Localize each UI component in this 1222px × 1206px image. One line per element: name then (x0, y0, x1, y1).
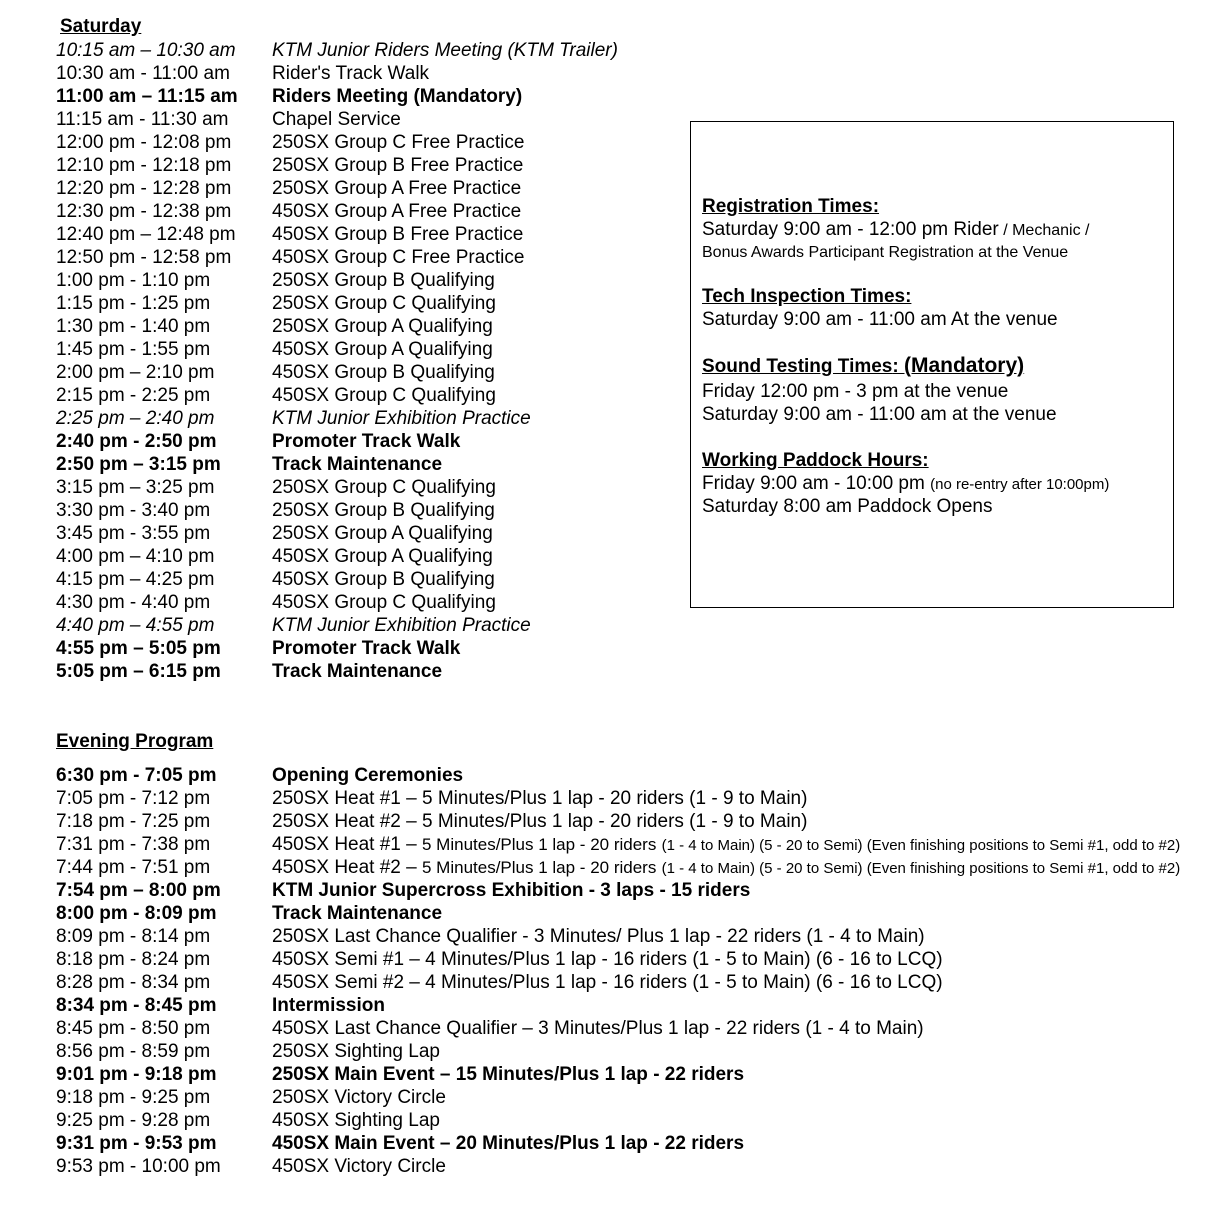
schedule-time: 3:15 pm – 3:25 pm (56, 477, 215, 498)
schedule-time: 7:18 pm - 7:25 pm (56, 811, 211, 832)
registration-line-1 (702, 219, 1089, 242)
schedule-event-text: 250SX Sighting Lap (272, 1041, 440, 1062)
schedule-time: 7:31 pm - 7:38 pm (56, 834, 211, 855)
schedule-event-text: 450SX Sighting Lap (272, 1110, 440, 1131)
schedule-event (272, 1109, 440, 1132)
schedule-event-text: 450SX Main Event – 20 Minutes/Plus 1 lap - 22 riders (272, 1133, 745, 1154)
schedule-event-text: 250SX Group C Free Practice (272, 132, 525, 153)
schedule-time: 1:15 pm - 1:25 pm (56, 293, 211, 314)
schedule-event (272, 200, 521, 223)
schedule-time: 9:18 pm - 9:25 pm (56, 1087, 211, 1108)
schedule-event-text: 250SX Group A Qualifying (272, 316, 493, 337)
schedule-event-text: Track Maintenance (272, 903, 443, 924)
schedule-event (272, 85, 522, 108)
schedule-event (272, 925, 925, 948)
schedule-event-text: 250SX Victory Circle (272, 1087, 446, 1108)
schedule-event (272, 660, 442, 683)
schedule-event-text: 450SX Group C Qualifying (272, 385, 496, 406)
schedule-event (272, 154, 523, 177)
schedule-event (272, 315, 493, 338)
schedule-event (272, 902, 442, 925)
schedule-event-text: 450SX Group B Free Practice (272, 224, 524, 245)
schedule-event (272, 131, 524, 154)
schedule-event (272, 545, 493, 568)
schedule-event-text: Intermission (272, 995, 385, 1016)
saturday-heading: Saturday (60, 16, 142, 37)
schedule-time: 3:45 pm - 3:55 pm (56, 523, 211, 544)
schedule-event (272, 948, 943, 971)
schedule-time: 9:25 pm - 9:28 pm (56, 1110, 211, 1131)
schedule-event-note: (1 - 4 to Main) (5 - 20 to Semi) (Even finishing positions to Semi #1, odd to #2) (661, 860, 1181, 877)
schedule-event-text: 250SX Group A Qualifying (272, 523, 493, 544)
schedule-event-text: KTM Junior Exhibition Practice (272, 615, 531, 636)
paddock-hours-heading: Working Paddock Hours: (702, 450, 929, 471)
schedule-event-text: 250SX Group B Qualifying (272, 270, 495, 291)
schedule-time: 6:30 pm - 7:05 pm (56, 765, 217, 786)
schedule-event (272, 361, 495, 384)
schedule-time: 8:45 pm - 8:50 pm (56, 1018, 211, 1039)
schedule-event (272, 430, 460, 453)
schedule-event-text: 450SX Last Chance Qualifier – 3 Minutes/Plus 1 lap - 22 riders (1 - 4 to Main) (272, 1018, 924, 1039)
schedule-event (272, 499, 495, 522)
schedule-time: 1:00 pm - 1:10 pm (56, 270, 211, 291)
schedule-event-detail: 5 Minutes/Plus 1 lap - 20 riders (422, 835, 657, 854)
schedule-event (272, 810, 807, 833)
schedule-event-text: Chapel Service (272, 109, 401, 130)
schedule-event-text: 450SX Group C Qualifying (272, 592, 496, 613)
sound-testing-line-1: Friday 12:00 pm - 3 pm at the venue (702, 381, 1009, 402)
sound-testing-heading: Sound Testing Times (702, 356, 893, 377)
schedule-event-text: 450SX Group B Qualifying (272, 569, 495, 590)
schedule-time: 11:15 am - 11:30 am (56, 109, 229, 130)
schedule-event-text: Opening Ceremonies (272, 765, 464, 786)
sound-testing-line-2: Saturday 9:00 am - 11:00 am at the venue (702, 404, 1057, 425)
schedule-time: 2:15 pm - 2:25 pm (56, 385, 211, 406)
schedule-event (272, 591, 496, 614)
schedule-event (272, 1017, 924, 1040)
schedule-time: 12:00 pm - 12:08 pm (56, 132, 232, 153)
paddock-hours-line-2: Saturday 8:00 am Paddock Opens (702, 496, 993, 517)
schedule-event-text: 450SX Group B Qualifying (272, 362, 495, 383)
schedule-event-text: 450SX Group A Qualifying (272, 546, 493, 567)
schedule-time: 12:20 pm - 12:28 pm (56, 178, 232, 199)
schedule-event (272, 338, 493, 361)
schedule-time: 11:00 am – 11:15 am (56, 86, 238, 107)
schedule-time: 10:30 am - 11:00 am (56, 63, 230, 84)
schedule-event (272, 637, 460, 660)
paddock-hours-line-1-main: Friday 9:00 am - 10:00 pm (702, 473, 931, 494)
schedule-event (272, 787, 807, 810)
schedule-time: 4:55 pm – 5:05 pm (56, 638, 221, 659)
registration-line-2: Bonus Awards Participant Registration at the Venue (702, 244, 1069, 261)
evening-program-heading: Evening Program (56, 731, 214, 752)
schedule-event-text: Promoter Track Walk (272, 431, 461, 452)
schedule-time: 9:31 pm - 9:53 pm (56, 1133, 217, 1154)
sound-testing-mandatory: (Mandatory) (903, 354, 1025, 377)
schedule-time: 12:30 pm - 12:38 pm (56, 201, 232, 222)
schedule-event (272, 568, 495, 591)
sound-testing-colon: : (892, 356, 904, 377)
schedule-event-text: Promoter Track Walk (272, 638, 461, 659)
schedule-time: 10:15 am – 10:30 am (56, 40, 236, 61)
schedule-time: 4:40 pm – 4:55 pm (56, 615, 215, 636)
schedule-event-text: 450SX Semi #2 – 4 Minutes/Plus 1 lap - 16 riders (1 - 5 to Main) (6 - 16 to LCQ) (272, 972, 943, 993)
schedule-time: 9:01 pm - 9:18 pm (56, 1064, 217, 1085)
registration-line-1-roles: / Mechanic / (998, 222, 1090, 239)
schedule-event (272, 246, 524, 269)
schedule-event-text: Rider's Track Walk (272, 63, 430, 84)
info-box (690, 121, 1174, 608)
schedule-event-text: 450SX Group A Qualifying (272, 339, 493, 360)
schedule-event (272, 476, 496, 499)
sound-testing-heading-line (702, 355, 1024, 378)
schedule-event (272, 614, 531, 637)
schedule-event-text: 450SX Group A Free Practice (272, 201, 522, 222)
schedule-event-text: 250SX Heat #2 – 5 Minutes/Plus 1 lap - 20 riders (1 - 9 to Main) (272, 811, 808, 832)
schedule-event (272, 879, 750, 902)
schedule-time: 4:15 pm – 4:25 pm (56, 569, 215, 590)
schedule-time: 7:05 pm - 7:12 pm (56, 788, 211, 809)
schedule-event (272, 269, 495, 292)
schedule-time: 8:09 pm - 8:14 pm (56, 926, 211, 947)
schedule-time: 12:50 pm - 12:58 pm (56, 247, 232, 268)
schedule-event-note: (1 - 4 to Main) (5 - 20 to Semi) (Even finishing positions to Semi #1, odd to #2) (661, 837, 1181, 854)
schedule-time: 2:40 pm - 2:50 pm (56, 431, 217, 452)
schedule-event (272, 453, 442, 476)
schedule-time: 8:18 pm - 8:24 pm (56, 949, 211, 970)
schedule-event (272, 177, 521, 200)
schedule-event (272, 833, 1180, 857)
schedule-time: 12:40 pm – 12:48 pm (56, 224, 236, 245)
schedule-time: 9:53 pm - 10:00 pm (56, 1156, 221, 1177)
schedule-event-text: 250SX Main Event – 15 Minutes/Plus 1 lap - 22 riders (272, 1064, 745, 1085)
schedule-event-text: 250SX Last Chance Qualifier - 3 Minutes/ Plus 1 lap - 22 riders (1 - 4 to Main) (272, 926, 925, 947)
schedule-event-text: 250SX Heat #1 – 5 Minutes/Plus 1 lap - 20 riders (1 - 9 to Main) (272, 788, 808, 809)
schedule-event-text: 450SX Victory Circle (272, 1156, 446, 1177)
schedule-time: 7:44 pm - 7:51 pm (56, 857, 211, 878)
tech-inspection-heading: Tech Inspection Times: (702, 286, 912, 307)
schedule-time: 8:28 pm - 8:34 pm (56, 972, 211, 993)
schedule-event-text: 450SX Semi #1 – 4 Minutes/Plus 1 lap - 16 riders (1 - 5 to Main) (6 - 16 to LCQ) (272, 949, 943, 970)
schedule-time: 2:00 pm – 2:10 pm (56, 362, 215, 383)
schedule-time: 5:05 pm – 6:15 pm (56, 661, 221, 682)
schedule-event-text: Riders Meeting (Mandatory) (272, 86, 523, 107)
paddock-hours-line-1-note: (no re-entry after 10:00pm) (930, 476, 1110, 493)
schedule-event (272, 971, 943, 994)
schedule-event-text: 250SX Group B Free Practice (272, 155, 524, 176)
schedule-time: 2:25 pm – 2:40 pm (56, 408, 215, 429)
schedule-time: 8:56 pm - 8:59 pm (56, 1041, 211, 1062)
schedule-event-text: 250SX Group C Qualifying (272, 477, 496, 498)
schedule-event (272, 1132, 744, 1155)
schedule-event (272, 522, 493, 545)
schedule-event (272, 407, 531, 430)
schedule-event (272, 764, 463, 787)
registration-line-1-main: Saturday 9:00 am - 12:00 pm Rider (702, 219, 999, 240)
schedule-event (272, 1155, 446, 1178)
schedule-time: 1:30 pm - 1:40 pm (56, 316, 211, 337)
schedule-time: 8:34 pm - 8:45 pm (56, 995, 217, 1016)
schedule-event (272, 1063, 744, 1086)
schedule-event-text: KTM Junior Exhibition Practice (272, 408, 531, 429)
schedule-event-text: 250SX Group A Free Practice (272, 178, 522, 199)
paddock-hours-line-1 (702, 473, 1109, 496)
schedule-event-text: 450SX Heat #1 – (272, 834, 422, 855)
schedule-event (272, 39, 618, 62)
schedule-time: 4:30 pm - 4:40 pm (56, 592, 211, 613)
schedule-event-text: Track Maintenance (272, 661, 443, 682)
schedule-event-text: KTM Junior Riders Meeting (KTM Trailer) (272, 40, 618, 61)
schedule-event (272, 62, 429, 85)
registration-heading: Registration Times: (702, 196, 880, 217)
schedule-event-text: 450SX Heat #2 – (272, 857, 422, 878)
schedule-time: 3:30 pm - 3:40 pm (56, 500, 211, 521)
schedule-event (272, 384, 496, 407)
schedule-time: 12:10 pm - 12:18 pm (56, 155, 232, 176)
schedule-event (272, 1040, 440, 1063)
schedule-event-detail: 5 Minutes/Plus 1 lap - 20 riders (422, 858, 657, 877)
schedule-event (272, 994, 385, 1017)
schedule-time: 4:00 pm – 4:10 pm (56, 546, 215, 567)
schedule-event-text: KTM Junior Supercross Exhibition - 3 laps - 15 riders (272, 880, 751, 901)
schedule-event (272, 223, 523, 246)
schedule-event (272, 856, 1180, 880)
schedule-time: 7:54 pm – 8:00 pm (56, 880, 221, 901)
schedule-event (272, 108, 401, 131)
schedule-event-text: 450SX Group C Free Practice (272, 247, 525, 268)
schedule-event (272, 292, 496, 315)
schedule-time: 8:00 pm - 8:09 pm (56, 903, 217, 924)
schedule-time: 1:45 pm - 1:55 pm (56, 339, 211, 360)
schedule-event-text: 250SX Group C Qualifying (272, 293, 496, 314)
schedule-event-text: Track Maintenance (272, 454, 443, 475)
tech-inspection-line-1: Saturday 9:00 am - 11:00 am At the venue (702, 309, 1058, 330)
schedule-time: 2:50 pm – 3:15 pm (56, 454, 221, 475)
schedule-event (272, 1086, 446, 1109)
schedule-event-text: 250SX Group B Qualifying (272, 500, 495, 521)
